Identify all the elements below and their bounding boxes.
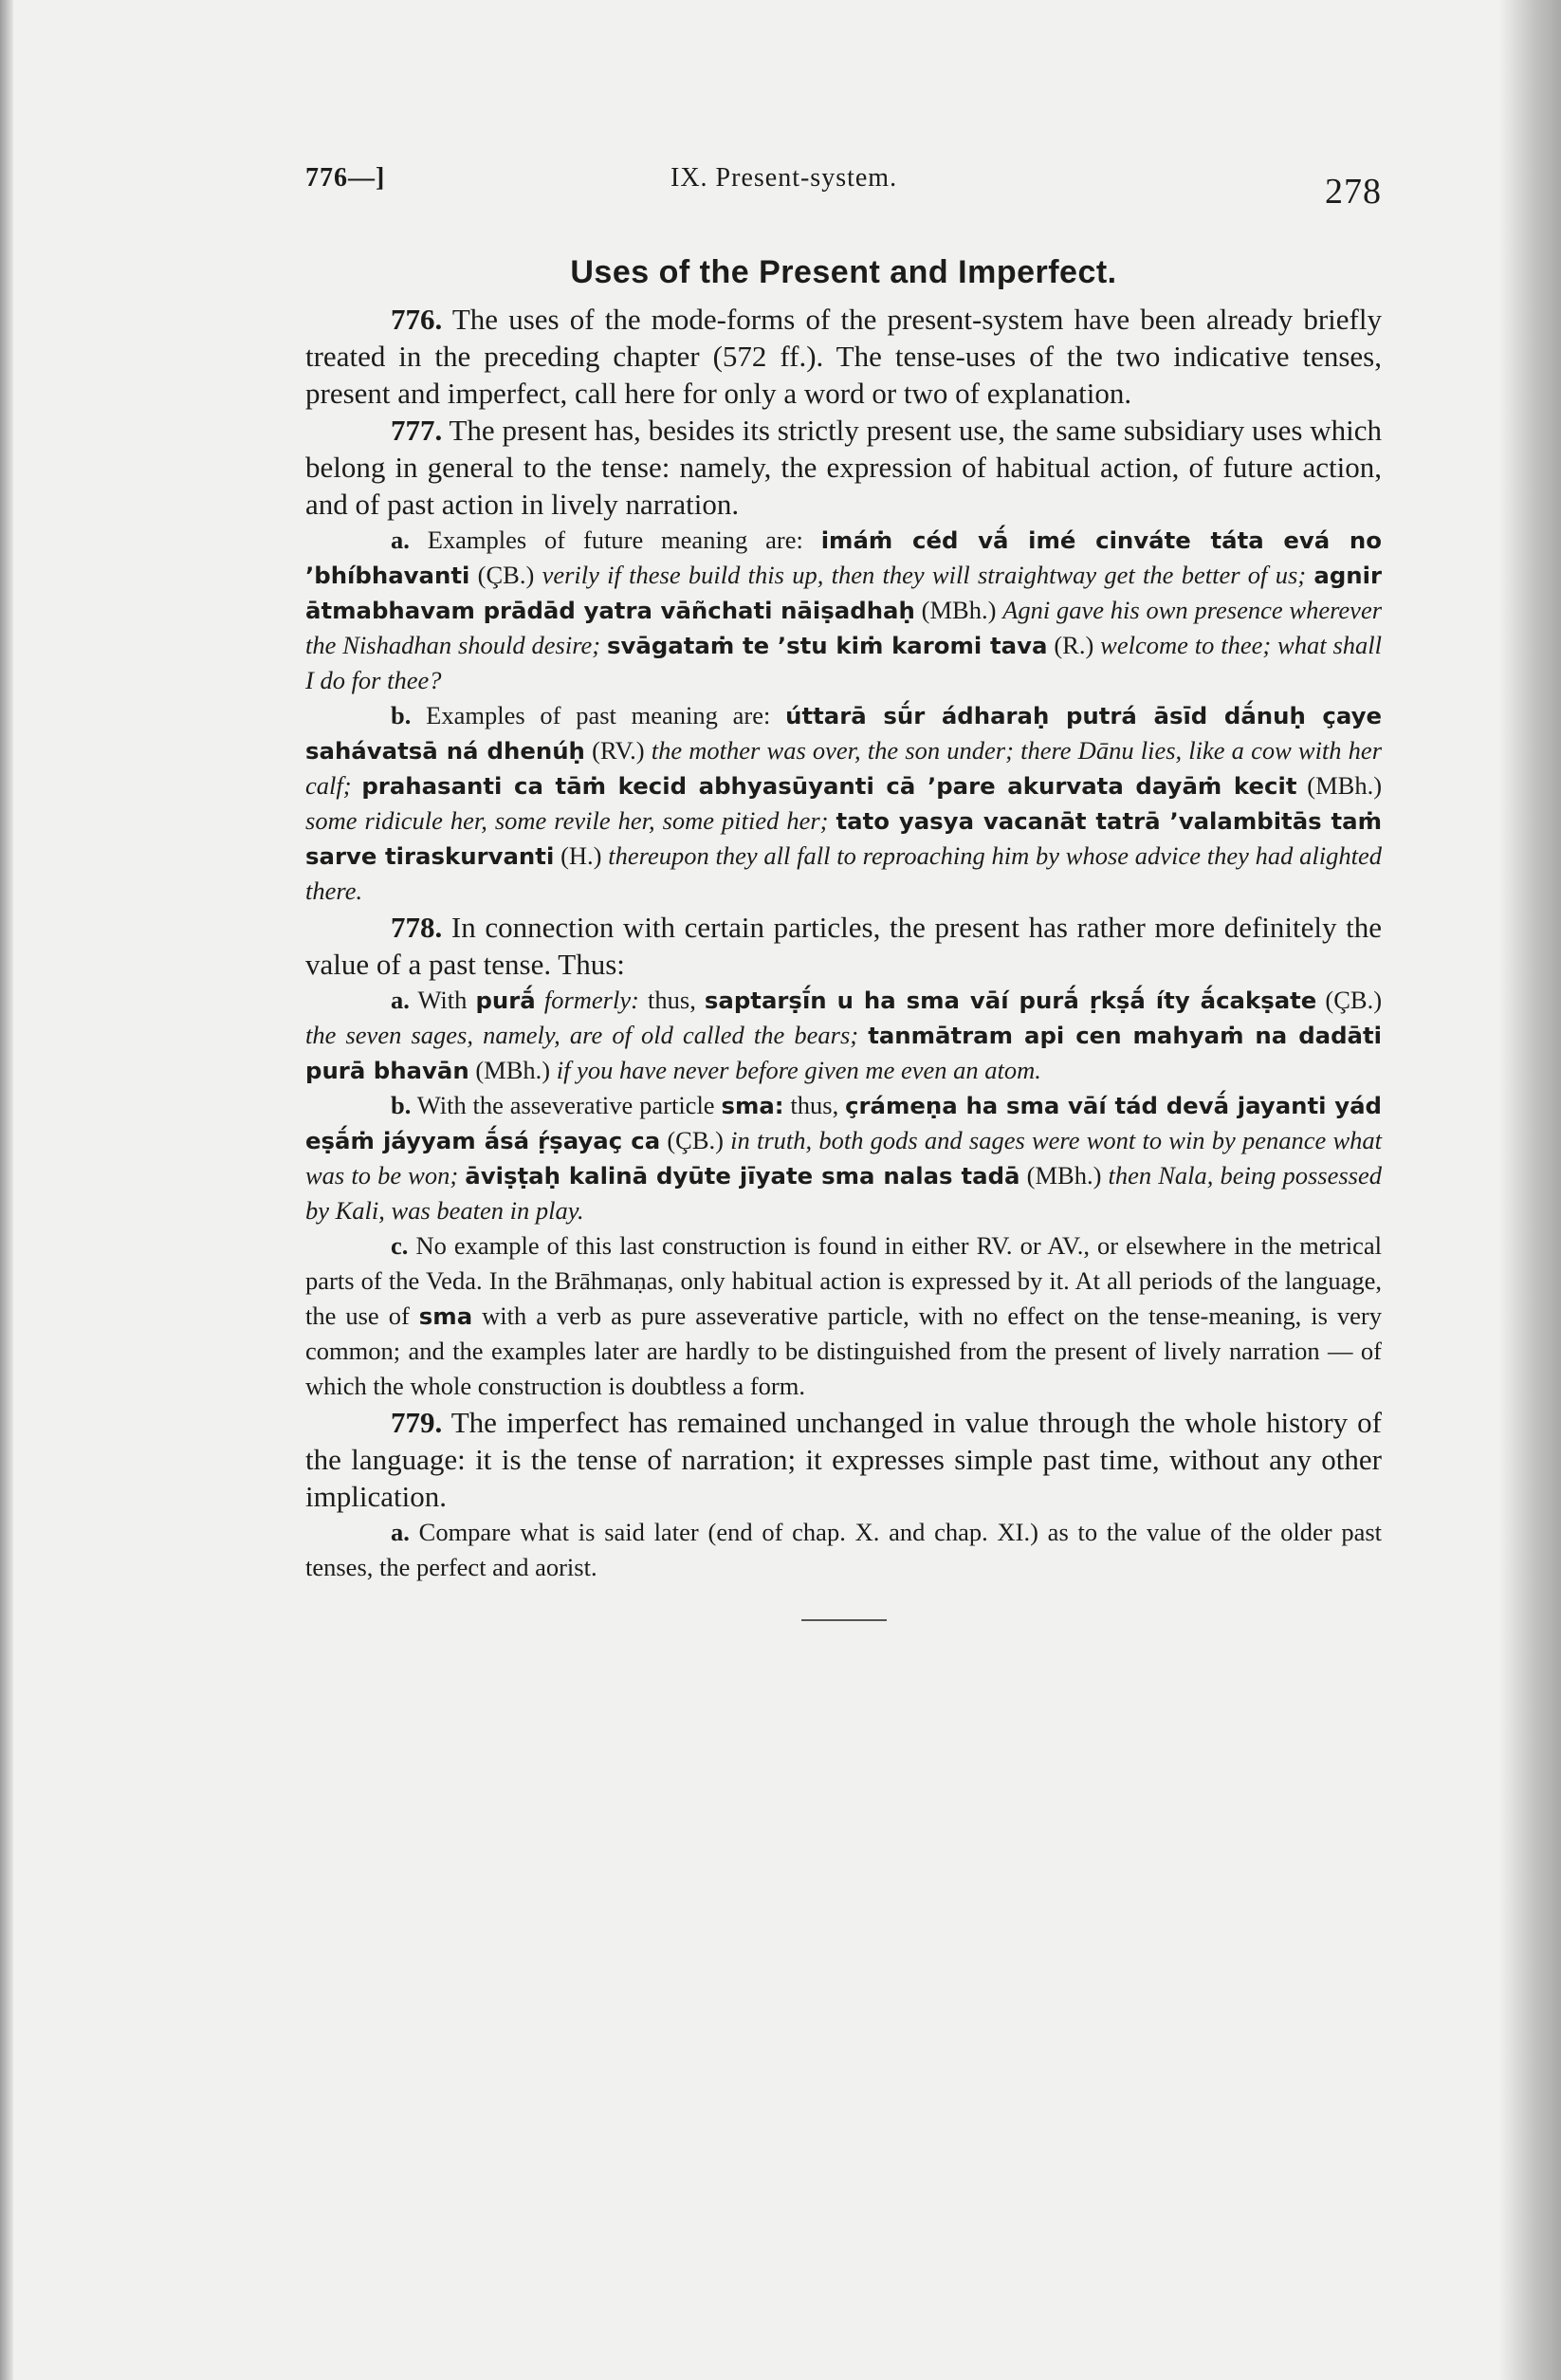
subparagraph-label: c. — [391, 1231, 409, 1260]
paragraph-text: The uses of the mode-forms of the present-system have been already briefly treated in the preceding chapter (572 ff.). The tense-uses of the two indicative tenses, present and imperfect, call here for only a word or two of explanation. — [305, 303, 1382, 410]
section-reference: 776—] — [305, 163, 386, 193]
translation: the mother was over, the son under; there Dānu lies, like a cow with her calf; — [305, 736, 1383, 800]
sanskrit-example: tato yasya vacanāt tatrā ’valambitās taṁ sarve tiraskurvanti — [305, 807, 1382, 870]
running-title: IX. Present-system. — [670, 163, 898, 193]
paragraph-778 — [305, 909, 1382, 983]
sanskrit-example: imáṁ céd vā́ imé cinváte táta evá no ’bhíbhavanti — [305, 526, 1383, 589]
sanskrit-example: svāgataṁ te ’stu kiṁ karomi tava — [607, 632, 1048, 659]
paragraph-number: 777. — [391, 414, 443, 447]
sanskrit-term: purā́ — [475, 987, 536, 1014]
citation: (MBh.) — [1307, 771, 1383, 800]
citation: (H.) — [560, 841, 602, 870]
paragraph-text: with a verb as pure asseverative particle, with no effect on the tense-meaning, is very common; and the examples later are hardly to be distinguished from the present of lively narration — of which the whole construction is doubtless a form. — [305, 1301, 1383, 1400]
sanskrit-example: saptarṣī́n u ha sma vāí purā́ ṛkṣā́ íty ā́cakṣate — [704, 987, 1317, 1014]
page-number: 278 — [1325, 172, 1382, 212]
paragraph-text: No example of this last construction is found in either RV. or AV., or elsewhere in the metrical parts of the Veda. In the Brāhmaṇas, only habitual action is expressed by it. At all periods of the language, the use of — [305, 1231, 1382, 1330]
citation: (ÇB.) — [1325, 986, 1383, 1014]
paragraph-text: The imperfect has remained unchanged in value through the whole history of the language: it is the tense of narration; it expresses simple past time, without any other implication. — [305, 1406, 1382, 1513]
paragraph-number: 779. — [391, 1406, 443, 1439]
sanskrit-example: úttarā sū́r ádharaḥ putrá āsīd dā́nuḥ çaye sahávatsā ná dhenúḥ — [305, 702, 1383, 765]
paragraph-text: The present has, besides its strictly present use, the same subsidiary uses which belong in general to the tense: namely, the expression of habitual action, of future action, and of past action in lively narration. — [305, 414, 1382, 521]
subparagraph-778b — [305, 1088, 1382, 1228]
subparagraph-777a — [305, 523, 1382, 698]
paragraph-text: With — [417, 986, 468, 1014]
subparagraph-778a — [305, 983, 1382, 1088]
subparagraph-label: b. — [391, 1091, 412, 1119]
paragraph-text: Examples of past meaning are: — [426, 701, 771, 729]
subparagraph-779a — [305, 1515, 1382, 1585]
paragraph-777 — [305, 412, 1382, 523]
citation: (RV.) — [592, 736, 645, 765]
section-heading: Uses of the Present and Imperfect. — [570, 254, 1117, 290]
subparagraph-label: a. — [391, 526, 410, 554]
paragraph-776 — [305, 301, 1382, 412]
citation: (MBh.) — [1026, 1161, 1102, 1190]
translation: then Nala, being possessed by Kali, was beaten in play. — [305, 1161, 1383, 1225]
page-edge-left — [0, 0, 13, 2380]
paragraph-779 — [305, 1404, 1382, 1515]
paragraph-number: 778. — [391, 911, 443, 944]
citation: (R.) — [1054, 631, 1094, 659]
translation: welcome to thee; what shall I do for thee? — [305, 631, 1382, 694]
citation: (MBh.) — [921, 596, 997, 624]
subparagraph-778c — [305, 1228, 1382, 1404]
translation: verily if these build this up, then they will straightway get the better of us; — [542, 561, 1307, 589]
subparagraph-label: b. — [391, 701, 412, 729]
paragraph-text: thus, — [790, 1091, 839, 1119]
citation: (ÇB.) — [477, 561, 535, 589]
paragraph-text: In connection with certain particles, the present has rather more definitely the value of a past tense. Thus: — [305, 911, 1383, 981]
translation: Agni gave his own presence wherever the Nishadhan should desire; — [305, 596, 1383, 659]
paragraph-number: 776. — [391, 303, 443, 336]
translation: formerly: — [543, 986, 639, 1014]
page-content — [305, 152, 1382, 1621]
translation: thereupon they all fall to reproaching him by whose advice they had alighted there. — [305, 841, 1383, 905]
subparagraph-label: a. — [391, 1518, 410, 1546]
translation: the seven sages, namely, are of old called the bears; — [305, 1021, 859, 1049]
sanskrit-example: āviṣṭaḥ kalinā dyūte jīyate sma nalas tadā — [465, 1162, 1020, 1190]
sanskrit-term: sma: — [721, 1092, 784, 1119]
sanskrit-term: sma — [418, 1302, 473, 1330]
citation: (ÇB.) — [667, 1126, 724, 1154]
sanskrit-example: çrámeṇa ha sma vāí tád devā́ jayanti yád eṣā́ṁ jáyyam ā́sá ṛ́ṣayaç ca — [305, 1092, 1383, 1154]
paragraph-text: thus, — [648, 986, 696, 1014]
sanskrit-example: agnir ātmabhavam prādād yatra vāñchati nāiṣadhaḥ — [305, 562, 1383, 624]
translation: some ridicule her, some revile her, some pitied her; — [305, 806, 829, 835]
sanskrit-example: tanmātram api cen mahyaṁ na dadāti purā bhavān — [305, 1022, 1383, 1084]
translation: if you have never before given me even an atom. — [556, 1056, 1041, 1084]
paragraph-text: Compare what is said later (end of chap. X. and chap. XI.) as to the value of the older past tenses, the perfect and aorist. — [305, 1518, 1383, 1581]
translation: in truth, both gods and sages were wont to win by penance what was to be won; — [305, 1126, 1382, 1190]
subparagraph-777b — [305, 698, 1382, 909]
citation: (MBh.) — [475, 1056, 551, 1084]
running-head — [305, 152, 1382, 212]
page-edge-right — [1500, 0, 1561, 2380]
paragraph-text: Examples of future meaning are: — [427, 526, 803, 554]
end-rule — [801, 1619, 887, 1621]
sanskrit-example: prahasanti ca tāṁ kecid abhyasūyanti cā ’pare akurvata dayāṁ kecit — [361, 772, 1297, 800]
paragraph-text: With the asseverative particle — [416, 1091, 715, 1119]
subparagraph-label: a. — [391, 986, 410, 1014]
